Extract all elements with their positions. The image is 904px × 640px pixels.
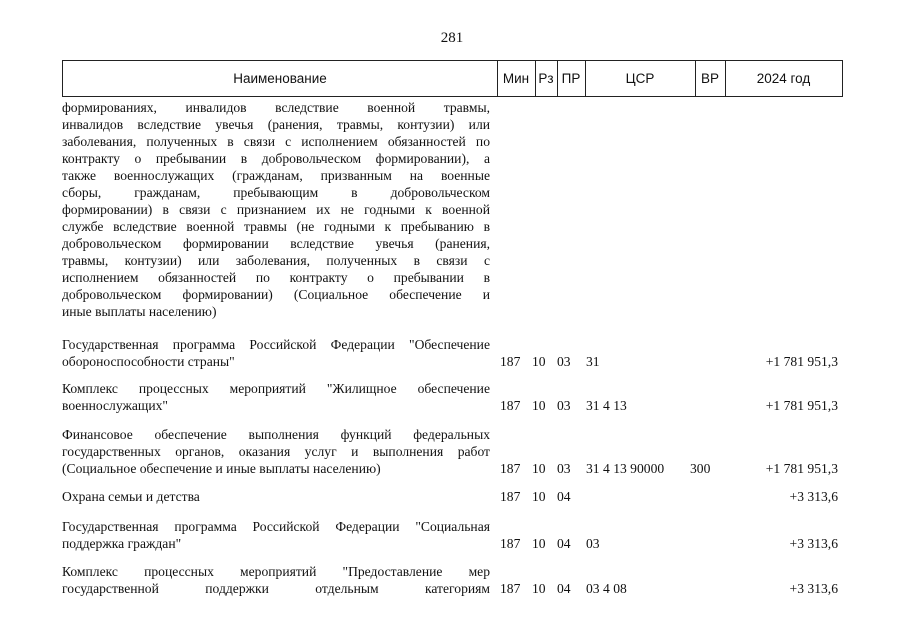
row-rz: 10 — [532, 581, 546, 596]
row-name-line: поддержка граждан" — [62, 536, 182, 551]
row-name-line: инвалидов вследствие увечья (ранения, травмы, контузии) или — [62, 117, 490, 132]
row-name — [62, 518, 490, 552]
row-csr: 31 4 13 — [586, 398, 627, 413]
row-name — [62, 488, 490, 505]
row-name-line: сборы, гражданам, пребывающим в добровольческом — [62, 185, 490, 200]
row-min: 187 — [500, 461, 521, 476]
row-name-line: добровольческом формировании вследствие увечья (ранения, — [62, 236, 490, 251]
row-name-line: травмы, контузии) или заболевания, полученных в связи с — [62, 253, 490, 268]
row-name-line: Комплекс процессных мероприятий "Жилищное обеспечение — [62, 381, 490, 396]
row-rz: 10 — [532, 489, 546, 504]
row-name-line: (Социальное обеспечение и иные выплаты населению) — [62, 461, 381, 476]
row-name-line: Комплекс процессных мероприятий "Предоставление мер — [62, 564, 490, 579]
row-name-line: государственной поддержки отдельным категориям — [62, 581, 490, 596]
row-amount: +3 313,6 — [789, 536, 838, 551]
row-pr: 03 — [557, 354, 571, 369]
row-amount: +3 313,6 — [789, 581, 838, 596]
header-rz: Рз — [538, 71, 554, 86]
row-name-line: контракту о пребывании в добровольческом формировании), а — [62, 151, 490, 166]
header-name: Наименование — [233, 71, 327, 86]
row-amount: +1 781 951,3 — [765, 398, 838, 413]
row-name — [62, 99, 490, 320]
row-pr: 04 — [557, 581, 571, 596]
row-min: 187 — [500, 398, 521, 413]
row-csr: 03 — [586, 536, 600, 551]
page-number: 281 — [440, 30, 464, 46]
header-min: Мин — [502, 71, 530, 86]
row-csr: 31 4 13 90000 — [586, 461, 665, 476]
row-amount: +1 781 951,3 — [765, 461, 838, 476]
row-name-line: добровольческом формировании) (Социальное обеспечение и — [62, 287, 490, 302]
row-pr: 03 — [557, 461, 571, 476]
row-amount: +3 313,6 — [789, 489, 838, 504]
row-pr: 03 — [557, 398, 571, 413]
row-name-line: Охрана семьи и детства — [62, 489, 200, 504]
row-name-line: формированиях, инвалидов вследствие военной травмы, — [62, 100, 490, 115]
row-csr: 31 — [586, 354, 600, 369]
row-amount: +1 781 951,3 — [765, 354, 838, 369]
row-min: 187 — [500, 354, 521, 369]
header-year: 2024 год — [756, 71, 811, 86]
row-pr: 04 — [557, 536, 571, 551]
table-header — [62, 60, 843, 97]
row-min: 187 — [500, 489, 521, 504]
row-rz: 10 — [532, 536, 546, 551]
row-name — [62, 336, 490, 370]
header-vr: ВР — [700, 71, 719, 86]
header-csr: ЦСР — [625, 71, 655, 86]
row-name — [62, 380, 490, 414]
row-name — [62, 563, 490, 597]
row-name-line: государственных органов, оказания услуг и выполнения работ — [62, 444, 490, 459]
row-rz: 10 — [532, 354, 546, 369]
row-name-line: заболевания, полученных в связи с исполнением обязанностей по — [62, 134, 490, 149]
row-name-line: Финансовое обеспечение выполнения функций федеральных — [62, 427, 490, 442]
row-vr: 300 — [690, 461, 711, 476]
row-name-line: иные выплаты населению) — [62, 304, 217, 319]
row-name-line: Государственная программа Российской Федерации "Социальная — [62, 519, 490, 534]
row-pr: 04 — [557, 489, 571, 504]
row-csr: 03 4 08 — [586, 581, 627, 596]
row-name-line: исполнением обязанностей по контракту о пребывании в — [62, 270, 490, 285]
row-name-line: также военнослужащих (гражданам, призванным на военные — [62, 168, 490, 183]
row-name — [62, 426, 490, 477]
row-name-line: военнослужащих" — [62, 398, 168, 413]
row-min: 187 — [500, 581, 521, 596]
row-rz: 10 — [532, 398, 546, 413]
row-rz: 10 — [532, 461, 546, 476]
row-min: 187 — [500, 536, 521, 551]
header-pr: ПР — [561, 71, 581, 86]
row-name-line: Государственная программа Российской Федерации "Обеспечение — [62, 337, 490, 352]
row-name-line: обороноспособности страны" — [62, 354, 235, 369]
row-name-line: службе вследствие военной травмы (не годными к пребыванию в — [62, 219, 490, 234]
row-name-line: формировании) в связи с признанием их не годными к военной — [62, 202, 490, 217]
